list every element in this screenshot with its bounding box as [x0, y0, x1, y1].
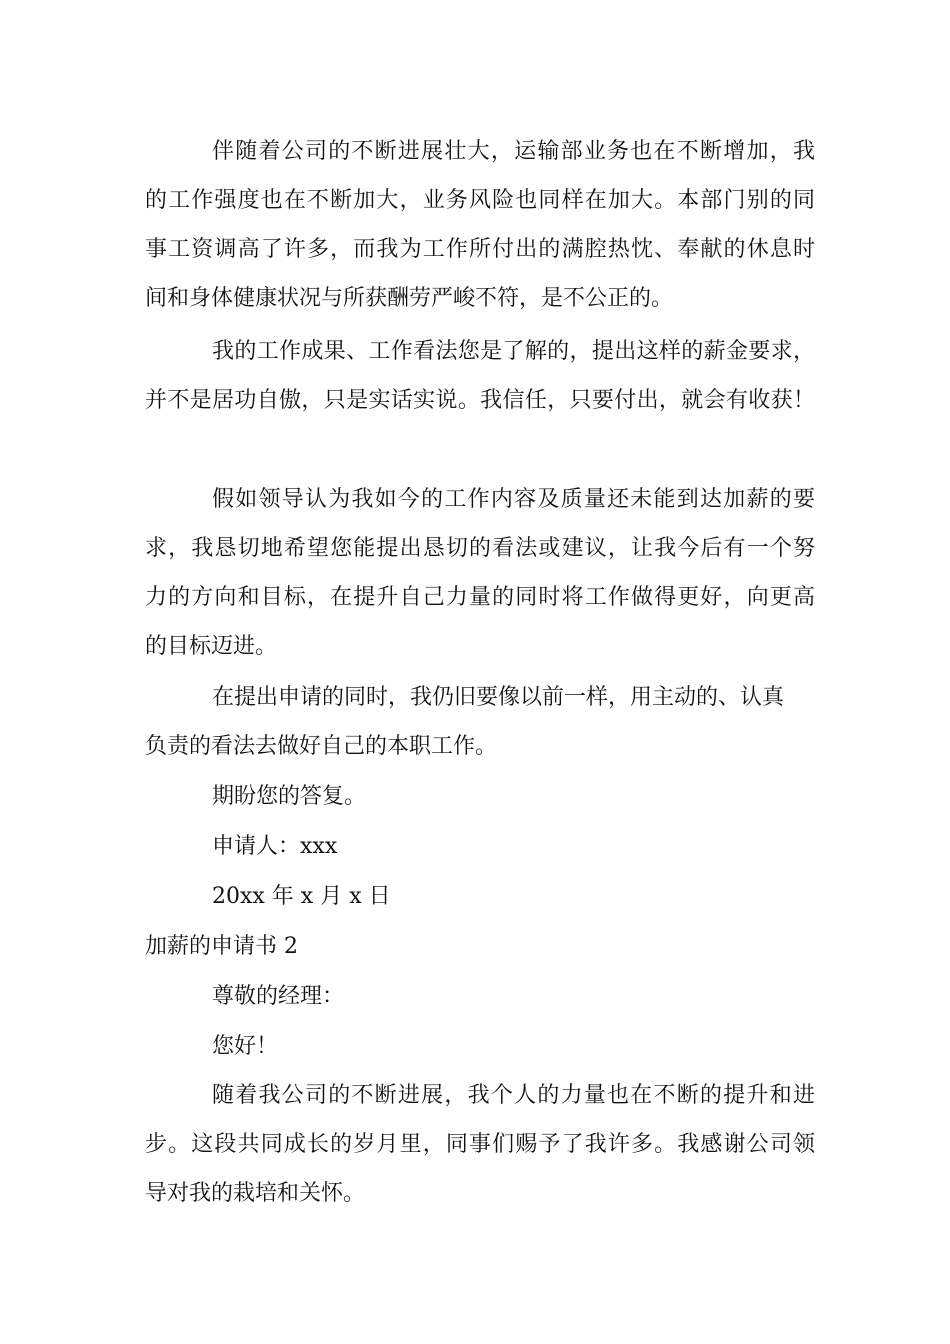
paragraph-3-line-3: 力的方向和目标，在提升自己力量的同时将工作做得更好，向更高: [145, 585, 815, 610]
paragraph-5-line-3: 导对我的栽培和关怀。: [145, 1181, 366, 1206]
paragraph-5-line-1: 随着我公司的不断进展，我个人的力量也在不断的提升和进: [212, 1083, 815, 1108]
date-line: 20xx 年 x 月 x 日: [212, 884, 391, 909]
paragraph-3-line-2: 求，我恳切地希望您能提出恳切的看法或建议，让我今后有一个努: [145, 536, 815, 561]
paragraph-2-line-2: 并不是居功自傲，只是实话实说。我信任，只要付出，就会有收获！: [145, 388, 815, 413]
section-title-2: 加薪的申请书 2: [145, 934, 298, 959]
salutation-line: 尊敬的经理：: [212, 984, 345, 1009]
greeting-line: 您好！: [212, 1034, 279, 1059]
paragraph-4-line-2: 负责的看法去做好自己的本职工作。: [145, 734, 498, 759]
paragraph-2-line-1: 我的工作成果、工作看法您是了解的，提出这样的薪金要求，: [212, 339, 815, 364]
paragraph-3-line-4: 的目标迈进。: [145, 634, 278, 659]
paragraph-1-line-2: 的工作强度也在不断加大，业务风险也同样在加大。本部门别的同: [145, 188, 815, 213]
paragraph-4-line-1: 在提出申请的同时，我仍旧要像以前一样，用主动的、认真: [212, 685, 785, 710]
paragraph-1-line-4: 间和身体健康状况与所获酬劳严峻不符，是不公正的。: [145, 286, 674, 311]
closing-line: 期盼您的答复。: [212, 784, 367, 809]
paragraph-1-line-1: 伴随着公司的不断进展壮大，运输部业务也在不断增加，我: [212, 139, 815, 164]
paragraph-1-line-3: 事工资调高了许多，而我为工作所付出的满腔热忱、奉献的休息时: [145, 237, 815, 262]
applicant-line: 申请人：xxx: [212, 834, 338, 859]
paragraph-5-line-2: 步。这段共同成长的岁月里，同事们赐予了我许多。我感谢公司领: [145, 1132, 815, 1157]
paragraph-3-line-1: 假如领导认为我如今的工作内容及质量还未能到达加薪的要: [212, 487, 815, 512]
